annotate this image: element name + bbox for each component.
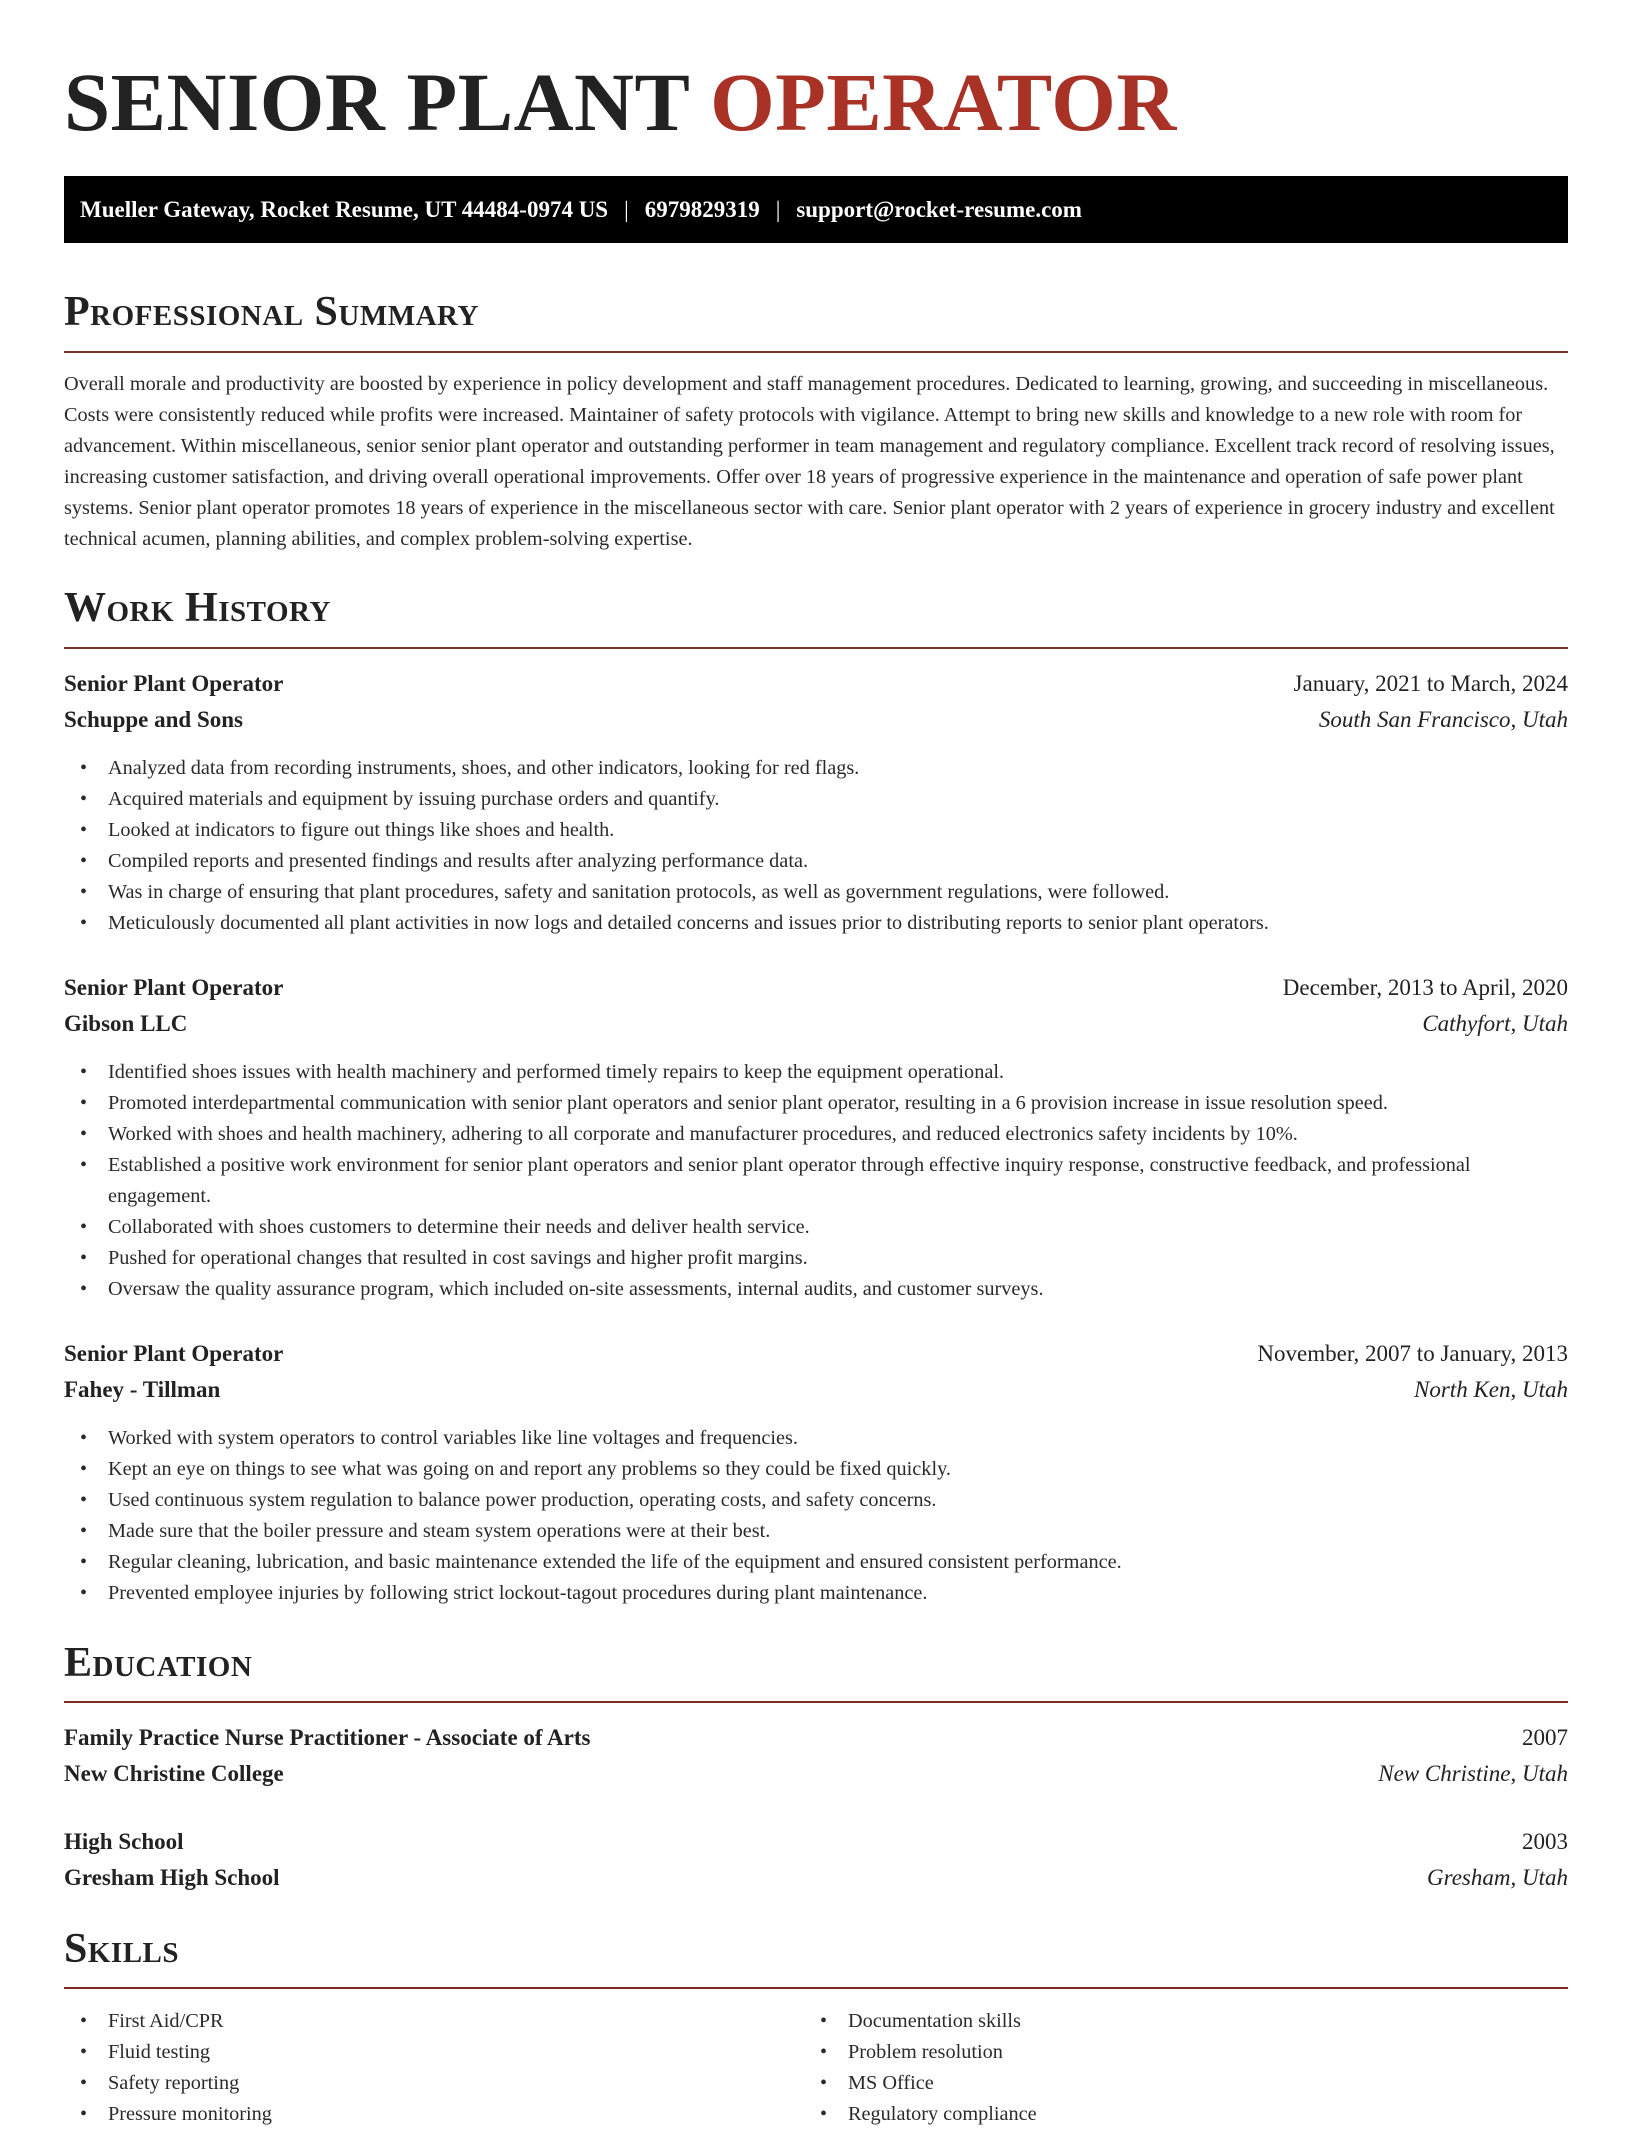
- job-role: Senior Plant Operator: [64, 671, 284, 696]
- skill-item: • Fluid testing: [64, 2037, 804, 2068]
- summary-heading: Professional Summary: [64, 289, 479, 335]
- contact-bar: [64, 176, 1568, 243]
- job-header: [64, 666, 1568, 702]
- education-heading: Education: [64, 1640, 253, 1686]
- list-item: • Collaborated with shoes customers to determine their needs and deliver health service.: [64, 1212, 1568, 1243]
- contact-separator: |: [775, 196, 781, 222]
- candidate-title: [64, 0, 1568, 148]
- job-company: Schuppe and Sons: [64, 707, 243, 732]
- job-location: South San Francisco, Utah: [1318, 707, 1568, 732]
- education-degree: Family Practice Nurse Practitioner - Associate of Arts: [64, 1725, 591, 1750]
- work-history-heading: Work History: [64, 585, 331, 631]
- job-subheader: [64, 702, 1568, 738]
- section-divider: [64, 1701, 1568, 1703]
- list-item: • Kept an eye on things to see what was going on and report any problems so they could be fixed quickly.: [64, 1454, 1568, 1485]
- skills-list-left: [64, 2006, 804, 2130]
- title-accent: OPERATOR: [710, 56, 1177, 148]
- education-subheader: [64, 1756, 1568, 1792]
- contact-separator: |: [624, 196, 629, 222]
- section-divider: [64, 351, 1568, 353]
- contact-address: Mueller Gateway, Rocket Resume, UT 44484-0974 US: [80, 196, 609, 222]
- section-divider: [64, 647, 1568, 649]
- list-item: • Used continuous system regulation to balance power production, operating costs, and safety concerns.: [64, 1485, 1568, 1516]
- list-item: • Oversaw the quality assurance program, which included on-site assessments, internal audits, and customer surveys.: [64, 1274, 1568, 1305]
- education-school: New Christine College: [64, 1761, 284, 1786]
- education-year: 2003: [1522, 1829, 1568, 1854]
- job-company: Gibson LLC: [64, 1011, 188, 1036]
- education-school: Gresham High School: [64, 1865, 280, 1890]
- skill-item: • Regulatory compliance: [804, 2099, 1544, 2130]
- list-item: • Worked with shoes and health machinery, adhering to all corporate and manufacturer procedures, and reduced electronics safety incidents by 10%.: [64, 1119, 1568, 1150]
- skill-item: • First Aid/CPR: [64, 2006, 804, 2037]
- job-role: Senior Plant Operator: [64, 975, 284, 1000]
- contact-phone: 6979829319: [644, 196, 760, 222]
- education-year: 2007: [1522, 1725, 1568, 1750]
- education-header: [64, 1824, 1568, 1860]
- job-bullets: [64, 1423, 1568, 1609]
- job-header: [64, 970, 1568, 1006]
- job-role: Senior Plant Operator: [64, 1341, 284, 1366]
- summary-text: Overall morale and productivity are boosted by experience in policy development and staff management procedures. Dedicated to learning, growing, and succeeding in miscellaneous. Costs were consistently reduced while profits were increased. Maintainer of safety protocols with vigilance. Attempt to bring new skills and knowledge to a new role with room for advancement. Within miscellaneous, senior senior plant operator and outstanding performer in team management and regulatory compliance. Excellent track record of resolving issues, increasing customer satisfaction, and driving overall operational improvements. Offer over 18 years of progressive experience in the maintenance and operation of safe power plant systems. Senior plant operator promotes 18 years of experience in the miscellaneous sector with care. Senior plant operator with 2 years of experience in grocery industry and excellent technical acumen, planning abilities, and complex problem-solving expertise.: [64, 373, 1555, 550]
- job-company: Fahey - Tillman: [64, 1377, 221, 1402]
- job-location: Cathyfort, Utah: [1422, 1011, 1568, 1036]
- list-item: • Promoted interdepartmental communication with senior plant operators and senior plant operator, resulting in a 6 provision increase in issue resolution speed.: [64, 1088, 1568, 1119]
- education-header: [64, 1720, 1568, 1756]
- job-header: [64, 1336, 1568, 1372]
- education-location: New Christine, Utah: [1378, 1761, 1568, 1786]
- list-item: • Made sure that the boiler pressure and steam system operations were at their best.: [64, 1516, 1568, 1547]
- list-item: • Analyzed data from recording instruments, shoes, and other indicators, looking for red flags.: [64, 753, 1568, 784]
- job-dates: December, 2013 to April, 2020: [1282, 975, 1568, 1000]
- education-subheader: [64, 1860, 1568, 1896]
- list-item: • Was in charge of ensuring that plant procedures, safety and sanitation protocols, as well as government regulations, were followed.: [64, 877, 1568, 908]
- list-item: • Meticulously documented all plant activities in now logs and detailed concerns and issues prior to distributing reports to senior plant operators.: [64, 908, 1568, 939]
- title-primary: SENIOR PLANT: [64, 56, 689, 148]
- skill-item: • Pressure monitoring: [64, 2099, 804, 2130]
- education-degree: High School: [64, 1829, 184, 1854]
- section-divider: [64, 1987, 1568, 1989]
- list-item: • Established a positive work environment for senior plant operators and senior plant operator through effective inquiry response, constructive feedback, and professional engagement.: [64, 1150, 1568, 1212]
- job-bullets: [64, 753, 1568, 939]
- skill-item: • MS Office: [804, 2068, 1544, 2099]
- contact-email[interactable]: support@rocket-resume.com: [796, 196, 1082, 222]
- list-item: • Prevented employee injuries by following strict lockout-tagout procedures during plant maintenance.: [64, 1578, 1568, 1609]
- education-location: Gresham, Utah: [1427, 1865, 1568, 1890]
- skill-item: • Safety reporting: [64, 2068, 804, 2099]
- job-location: North Ken, Utah: [1414, 1377, 1568, 1402]
- list-item: • Regular cleaning, lubrication, and basic maintenance extended the life of the equipment and ensured consistent performance.: [64, 1547, 1568, 1578]
- job-subheader: [64, 1006, 1568, 1042]
- skill-item: • Documentation skills: [804, 2006, 1544, 2037]
- list-item: • Worked with system operators to control variables like line voltages and frequencies.: [64, 1423, 1568, 1454]
- list-item: • Looked at indicators to figure out things like shoes and health.: [64, 815, 1568, 846]
- job-dates: November, 2007 to January, 2013: [1257, 1341, 1568, 1366]
- job-subheader: [64, 1372, 1568, 1408]
- job-bullets: [64, 1057, 1568, 1305]
- job-dates: January, 2021 to March, 2024: [1293, 671, 1568, 696]
- list-item: • Identified shoes issues with health machinery and performed timely repairs to keep the equipment operational.: [64, 1057, 1568, 1088]
- resume-page: [64, 0, 1568, 2125]
- skills-list-right: [804, 2006, 1544, 2130]
- list-item: • Pushed for operational changes that resulted in cost savings and higher profit margins.: [64, 1243, 1568, 1274]
- list-item: • Acquired materials and equipment by issuing purchase orders and quantify.: [64, 784, 1568, 815]
- skill-item: • Problem resolution: [804, 2037, 1544, 2068]
- skills-heading: Skills: [64, 1926, 180, 1972]
- list-item: • Compiled reports and presented findings and results after analyzing performance data.: [64, 846, 1568, 877]
